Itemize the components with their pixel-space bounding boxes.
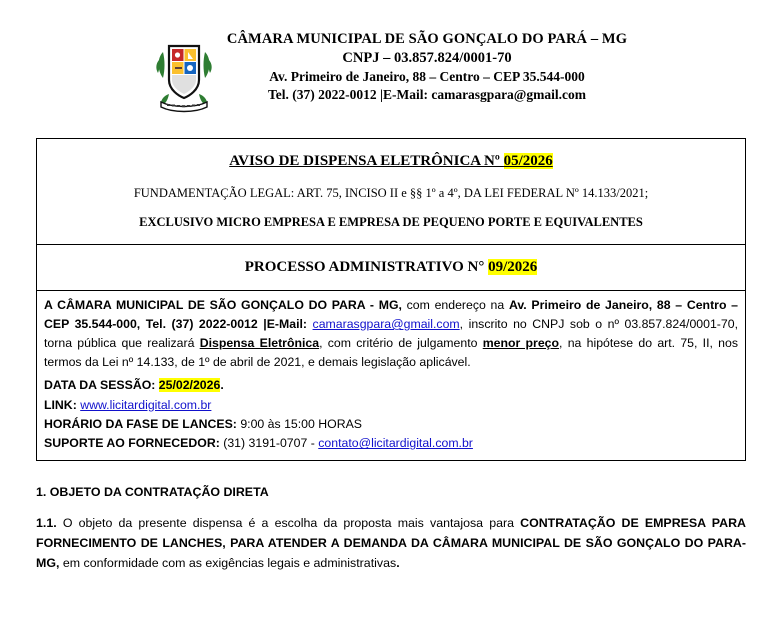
legal-basis-text: FUNDAMENTAÇÃO LEGAL: ART. 75, INCISO II e §§ 1º a 4º, DA LEI FEDERAL Nº 14.133/2021; <box>133 186 649 200</box>
judgement-criterion-bold: menor preço <box>482 336 560 351</box>
entity-address-bold: Av. Primeiro de Janeiro, 88 – Centro – CEP 35.544-000, Tel. (37) 2022-0012 |E-Mail: <box>44 298 738 332</box>
notice-number-highlight: 05/2026 <box>503 153 553 169</box>
notice-title <box>37 139 745 182</box>
session-date-value: 25/02/2026 <box>158 378 221 393</box>
bidding-hours-value: 9:00 às 15:00 HORAS <box>240 417 362 432</box>
section-1-text-1: O objeto da presente dispensa é a escolha da proposta mais vantajosa para <box>56 515 521 530</box>
section-1-item-number: 1.1. <box>36 515 57 530</box>
session-date-suffix: . <box>220 378 224 393</box>
bidding-hours-label: HORÁRIO DA FASE DE LANCES: <box>44 417 241 432</box>
supplier-support-label: SUPORTE AO FORNECEDOR: <box>44 436 224 451</box>
exclusive-scope-text: EXCLUSIVO MICRO EMPRESA E EMPRESA DE PEQUENO PORTE E EQUIVALENTES <box>139 215 643 229</box>
organization-phone-label: Tel. (37) 2022-0012 |E-Mail: <box>267 87 432 103</box>
organization-email: camarasgpara@gmail.com <box>431 87 586 103</box>
organization-name: CÂMARA MUNICIPAL DE SÃO GONÇALO DO PARÁ – MG <box>226 31 628 47</box>
entity-name-bold: A CÂMARA MUNICIPAL DE SÃO GONÇALO DO PARA - MG, <box>44 298 402 312</box>
body-text-1: com endereço na <box>401 298 509 312</box>
notice-body-paragraph <box>37 291 745 375</box>
document-header <box>0 0 782 114</box>
session-date-row <box>44 376 738 395</box>
supplier-support-phone: (31) 3191-0707 - <box>223 436 319 451</box>
administrative-process <box>37 245 745 290</box>
bidding-hours-row <box>44 415 738 434</box>
notice-info-list <box>37 375 745 460</box>
section-object-of-contract <box>36 485 746 573</box>
body-text-2: , inscrito no CNPJ sob o nº 03.857.824/0001-70, torna pública que realizará <box>44 317 738 351</box>
body-text-3: , com critério de julgamento <box>319 336 483 351</box>
body-text-4: , na hipótese do art. 75, II, nos termos da Lei nº 14.133, de 1º de abril de 2021, e demais legislação aplicável. <box>44 336 739 370</box>
platform-link-row <box>44 396 738 415</box>
procedure-type-bold: Dispensa Eletrônica <box>199 336 320 351</box>
supplier-support-email-link[interactable]: contato@licitardigital.com.br <box>318 436 473 451</box>
administrative-process-label: PROCESSO ADMINISTRATIVO N° <box>244 259 489 275</box>
supplier-support-row <box>44 434 738 453</box>
platform-link-label: LINK: <box>44 397 81 412</box>
municipal-coat-of-arms-icon <box>155 36 213 114</box>
administrative-process-number-highlight: 09/2026 <box>488 259 538 275</box>
section-1-title: 1. OBJETO DA CONTRATAÇÃO DIRETA <box>36 484 269 499</box>
header-text-block <box>227 30 627 104</box>
notice-title-label: AVISO DE DISPENSA ELETRÔNICA Nº <box>229 153 504 169</box>
section-1-object-bold: CONTRATAÇÃO DE EMPRESA PARA FORNECIMENTO DE LANCHES, PARA ATENDER A DEMANDA DA CÂMARA MUNICIPAL DE SÃO GONÇALO DO PARA-MG, <box>36 515 746 571</box>
organization-address: Av. Primeiro de Janeiro, 88 – Centro – CEP 35.544-000 <box>269 69 585 85</box>
organization-cnpj: CNPJ – 03.857.824/0001-70 <box>342 50 512 67</box>
section-1-text-2: em conformidade com as exigências legais e administrativas <box>59 556 397 571</box>
notice-body-email-link[interactable]: camarasgpara@gmail.com <box>312 317 460 332</box>
notice-box <box>36 138 746 461</box>
session-date-label: DATA DA SESSÃO: <box>44 378 159 393</box>
platform-link-url[interactable]: www.licitardigital.com.br <box>80 397 212 412</box>
section-1-paragraph <box>36 513 746 573</box>
section-1-text-3: . <box>396 556 400 571</box>
organization-contact <box>227 86 627 104</box>
